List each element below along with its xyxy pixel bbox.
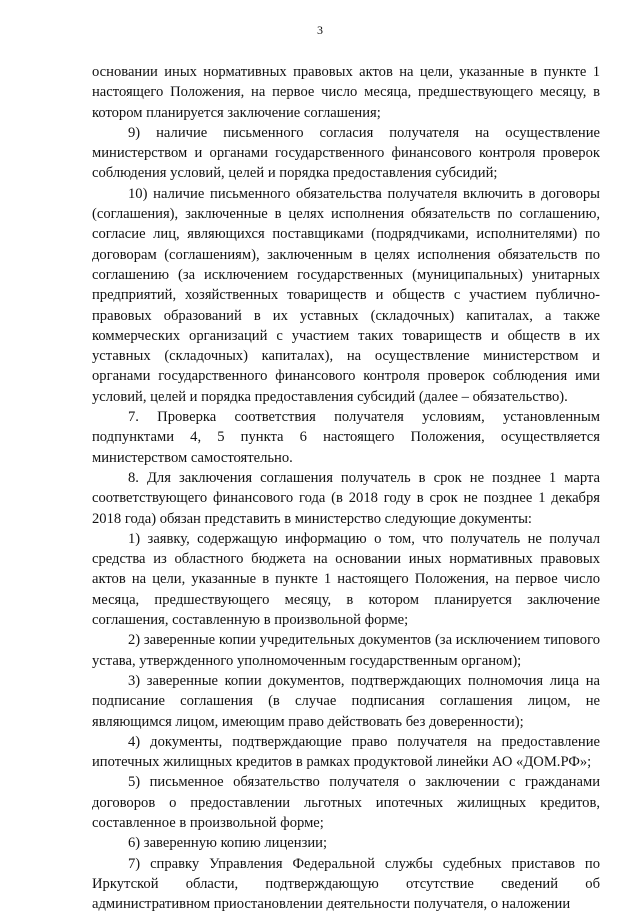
document-list-item-1: 1) заявку, содержащую информацию о том, что получатель не получал средства из областного бюджета на основании иных нормативных правовых актов на цели, указанные в пункте 1 настоящего Положения, на первое число месяца, предшествующего месяцу, в котором планируется заключение соглашения, составленную в произвольной форме; — [92, 530, 600, 629]
page-number: 3 — [317, 23, 323, 37]
document-list-item-2: 2) заверенные копии учредительных документов (за исключением типового устава, утвержденного уполномоченным государственным органом); — [92, 632, 600, 669]
document-list-item-3: 3) заверенные копии документов, подтверждающих полномочия лица на подписание соглашения (в случае подписания соглашения лицом, не являющимся лицом, имеющим право действовать без доверенности); — [92, 672, 600, 730]
paragraph-clause-7: 7. Проверка соответствия получателя условиям, установленным подпунктами 4, 5 пункта 6 настоящего Положения, осуществляется министерством самостоятельно. — [92, 409, 600, 466]
paragraph-clause-8: 8. Для заключения соглашения получатель в срок не позднее 1 марта соответствующего финансового года (в 2018 году в срок не позднее 1 декабря 2018 года) обязан представить в министерство следующие документы: — [92, 469, 600, 527]
document-list-item-6: 6) заверенную копию лицензии; — [128, 835, 328, 852]
paragraph-item-10: 10) наличие письменного обязательства получателя включить в договоры (соглашения), заключенные в целях исполнения обязательств по соглашению, согласие лиц, являющихся поставщиками (подрядчиками, исполнителями) по договорам (соглашениям), заключенным в целях исполнения обязательств по соглашению (за исключением государственных (муниципальных) унитарных предприятий, хозяйственных товариществ и обществ с участием публично-правовых образований в их уставных (складочных) капиталах, а также коммерческих организаций с участием таких товариществ и обществ в их уставных (складочных) капиталах), на осуществление министерством и органами государственного финансового контроля проверок соблюдения ими условий, целей и порядка предоставления субсидий (далее – обязательство). — [92, 185, 600, 405]
paragraph-continuation: основании иных нормативных правовых актов на цели, указанные в пункте 1 настоящего Положения, на первое число месяца, предшествующего месяцу, в котором планируется заключение соглашения; — [92, 64, 600, 121]
document-list-item-4: 4) документы, подтверждающие право получателя на предоставление ипотечных жилищных кредитов в рамках продуктовой линейки АО «ДОМ.РФ»; — [92, 733, 600, 771]
document-list-item-5: 5) письменное обязательство получателя о заключении с гражданами договоров о предоставлении льготных ипотечных жилищных кредитов, составленное в произвольной форме; — [92, 774, 600, 831]
paragraph-item-9: 9) наличие письменного согласия получателя на осуществление министерством и органами государственного финансового контроля проверок соблюдения условий, целей и порядка предоставления субсидий; — [92, 124, 600, 182]
document-body — [92, 62, 600, 914]
document-list-item-7: 7) справку Управления Федеральной службы судебных приставов по Иркутской области, подтверждающую отсутствие сведений об административном приостановлении деятельности получателя, о наложении — [92, 855, 600, 913]
